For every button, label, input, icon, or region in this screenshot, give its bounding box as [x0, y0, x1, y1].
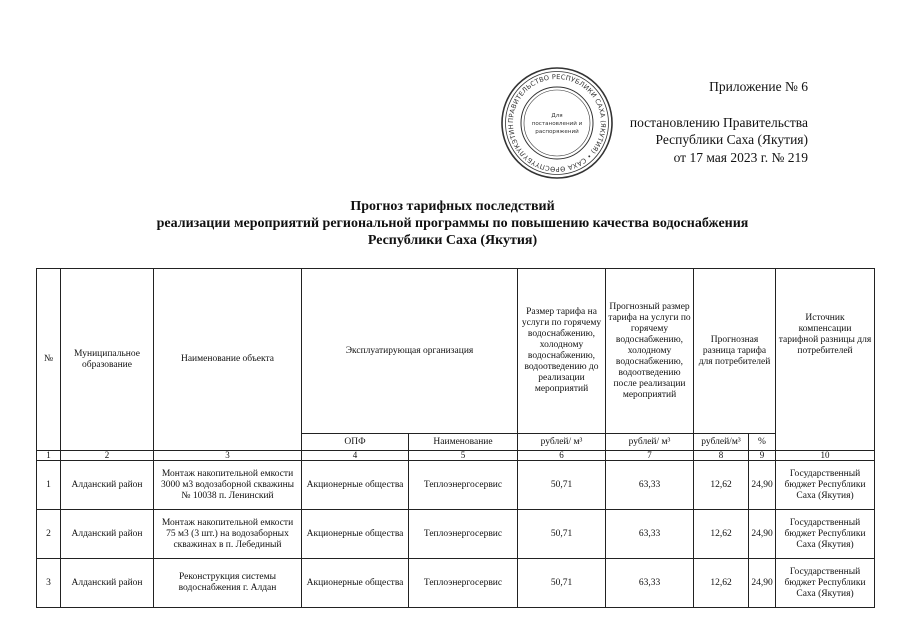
column-number: 9 [749, 451, 776, 461]
appendix-date-line: от 17 мая 2023 г. № 219 [673, 149, 808, 165]
row-tariff-before: 50,71 [518, 461, 606, 510]
row-object: Реконструкция системы водоснабжения г. Алдан [154, 559, 302, 608]
subheader-unit-after: рублей/ м³ [606, 434, 694, 451]
row-number: 1 [37, 461, 61, 510]
row-org-name: Теплоэнергосервис [409, 461, 518, 510]
row-municipality: Алданский район [61, 510, 154, 559]
subheader-opf: ОПФ [302, 434, 409, 451]
column-number: 8 [694, 451, 749, 461]
column-number: 3 [154, 451, 302, 461]
header-organization: Эксплуатирующая организация [302, 269, 518, 434]
row-diff-rub: 12,62 [694, 461, 749, 510]
table-row [37, 559, 875, 608]
column-number: 4 [302, 451, 409, 461]
table-header-row [37, 269, 875, 434]
row-tariff-after: 63,33 [606, 559, 694, 608]
table-row [37, 461, 875, 510]
column-number: 1 [37, 451, 61, 461]
row-source: Государственный бюджет Республики Саха (Якутия) [776, 461, 875, 510]
title-line-3: Республики Саха (Якутия) [367, 233, 538, 248]
column-number: 5 [409, 451, 518, 461]
svg-text:ПРАВИТЕЛЬСТВО РЕСПУБЛИКИ САХА [500, 66, 607, 173]
subheader-unit-diff: рублей/м³ [694, 434, 749, 451]
row-source: Государственный бюджет Республики Саха (Якутия) [776, 559, 875, 608]
column-number: 2 [61, 451, 154, 461]
header-tariff-after: Прогнозный размер тарифа на услуги по горячему водоснабжению, холодному водоснабжению, водоотведению после реализации мероприятий [606, 269, 694, 434]
row-tariff-after: 63,33 [606, 461, 694, 510]
row-opf: Акционерные общества [302, 461, 409, 510]
row-diff-pct: 24,90 [749, 510, 776, 559]
column-number: 10 [776, 451, 875, 461]
row-number: 3 [37, 559, 61, 608]
row-diff-pct: 24,90 [749, 461, 776, 510]
header-municipality: Муниципальное образование [61, 269, 154, 451]
seal-center-line-2: постановлений и [531, 121, 583, 127]
row-org-name: Теплоэнергосервис [409, 559, 518, 608]
row-tariff-before: 50,71 [518, 510, 606, 559]
appendix-header [598, 78, 808, 166]
appendix-decree-line: постановлению Правительства [629, 114, 808, 130]
row-municipality: Алданский район [61, 559, 154, 608]
row-opf: Акционерные общества [302, 510, 409, 559]
seal-center-line-1: Для [551, 113, 563, 119]
row-tariff-after: 63,33 [606, 510, 694, 559]
row-opf: Акционерные общества [302, 559, 409, 608]
column-numbers-row [37, 451, 875, 461]
appendix-republic-line: Республики Саха (Якутия) [655, 132, 808, 147]
header-source: Источник компенсации тарифной разницы для потребителей [776, 269, 875, 451]
appendix-number: Приложение № 6 [709, 79, 808, 94]
header-no: № [37, 269, 61, 451]
row-diff-pct: 24,90 [749, 559, 776, 608]
row-object: Монтаж накопительной емкости 3000 м3 водозаборной скважины № 10038 п. Ленинский [154, 461, 302, 510]
seal-ring-text: ПРАВИТЕЛЬСТВО РЕСПУБЛИКИ САХА (ЯКУТИЯ) • САХА ӨРӨСПҮҮБҮЛҮКЭТИН [506, 72, 608, 174]
tariff-forecast-table [36, 268, 875, 608]
column-number: 7 [606, 451, 694, 461]
row-number: 2 [37, 510, 61, 559]
title-line-1: Прогноз тарифных последствий [350, 199, 555, 214]
table-row [37, 510, 875, 559]
row-tariff-before: 50,71 [518, 559, 606, 608]
row-diff-rub: 12,62 [694, 559, 749, 608]
header-object: Наименование объекта [154, 269, 302, 451]
header-tariff-before: Размер тарифа на услуги по горячему водоснабжению, холодному водоснабжению, водоотведению до реализации мероприятий [518, 269, 606, 434]
subheader-name: Наименование [409, 434, 518, 451]
official-seal [500, 66, 614, 180]
seal-center-line-3: распоряжений [535, 129, 579, 135]
row-org-name: Теплоэнергосервис [409, 510, 518, 559]
row-source: Государственный бюджет Республики Саха (Якутия) [776, 510, 875, 559]
row-object: Монтаж накопительной емкости 75 м3 (3 шт.) на водозаборных скважинах в п. Лебединый [154, 510, 302, 559]
title-line-2: реализации мероприятий региональной программы по повышению качества водоснабжения [156, 216, 749, 231]
subheader-unit-before: рублей/ м³ [518, 434, 606, 451]
column-number: 6 [518, 451, 606, 461]
subheader-percent: % [749, 434, 776, 451]
row-municipality: Алданский район [61, 461, 154, 510]
row-diff-rub: 12,62 [694, 510, 749, 559]
header-difference: Прогнозная разница тарифа для потребителей [694, 269, 776, 434]
document-title [0, 198, 905, 249]
